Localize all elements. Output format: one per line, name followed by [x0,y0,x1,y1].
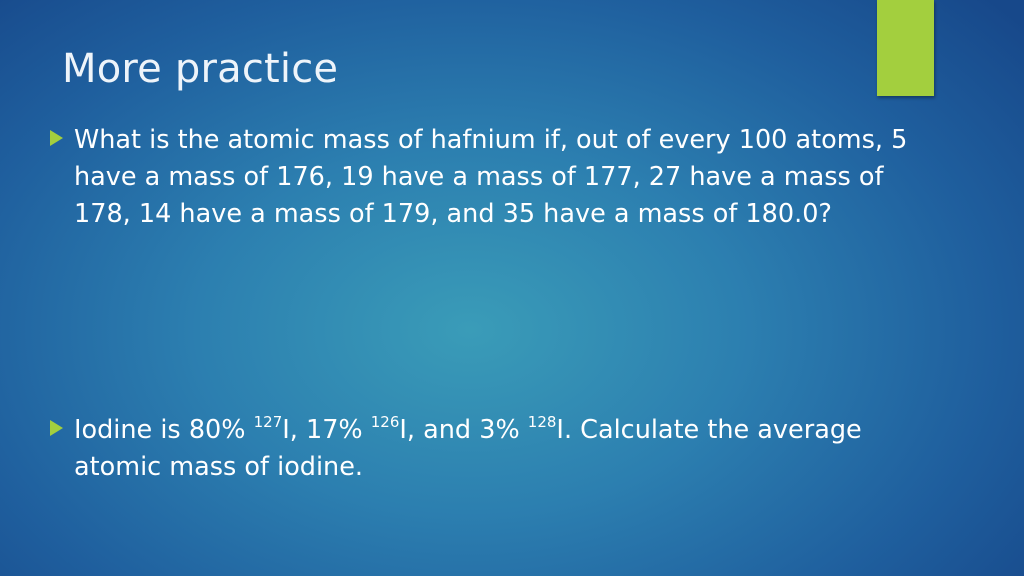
isotope-mass-number: 128 [527,412,557,431]
text-segment: Iodine is 80% [74,415,254,445]
bullet-arrow-icon [50,420,63,436]
bullet-text: What is the atomic mass of hafnium if, out of every 100 atoms, 5 have a mass of 176, 19 have a mass of 177, 27 have a mass of 178, 14 have a mass of 179, and 35 have a mass of 180.0? [74,125,908,229]
slide-title: More practice [62,46,339,92]
text-segment: I, 17% [282,415,371,445]
bullet-item [50,122,930,233]
isotope-mass-number: 126 [370,412,400,431]
bullet-item [50,412,930,486]
text-segment: I, and 3% [399,415,528,445]
bullet-arrow-icon [50,130,63,146]
accent-bar [877,0,934,96]
isotope-mass-number: 127 [253,412,283,431]
bullet-text [74,412,930,486]
text-segment: I. Calculate the average atomic mass of iodine. [74,415,862,482]
